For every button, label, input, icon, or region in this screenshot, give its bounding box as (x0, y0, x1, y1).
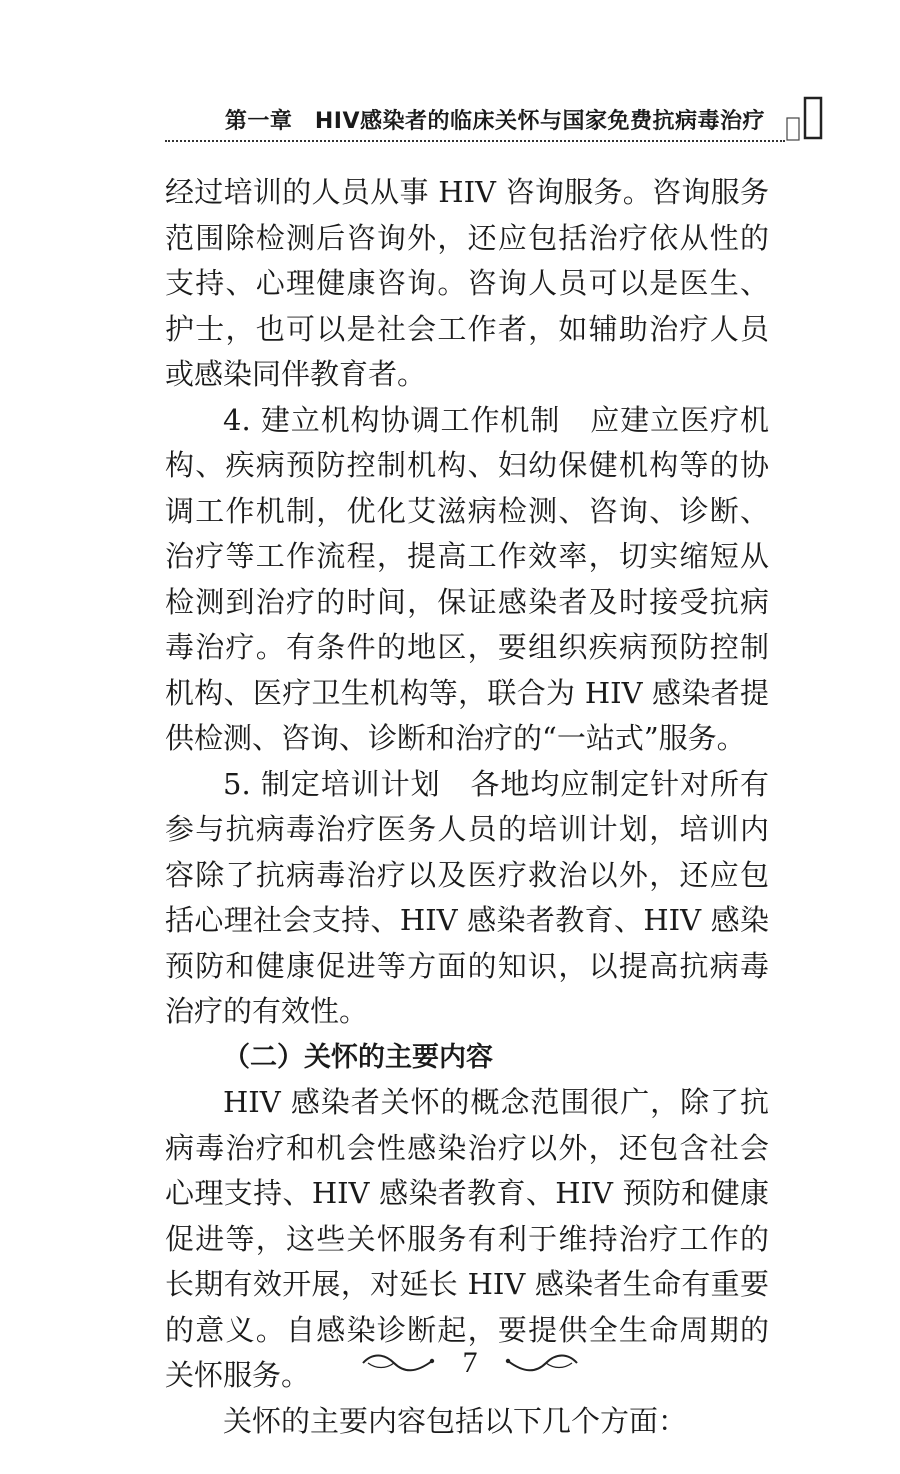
page-footer (360, 1338, 580, 1388)
corner-bracket-icon (785, 96, 825, 146)
running-header (165, 100, 785, 142)
page-body (165, 170, 769, 1444)
paragraph-coordination: 4. 建立机构协调工作机制 应建立医疗机构、疾病预防控制机构、妇幼保健机构等的协调工作机制，优化艾滋病检测、咨询、诊断、治疗等工作流程，提高工作效率，切实缩短从检测到治疗的时间，保证感染者及时接受抗病毒治疗。有条件的地区，要组织疾病预防控制机构、医疗卫生机构等，联合为 HIV 感染者提供检测、咨询、诊断和治疗的“一站式”服务。 (165, 402, 769, 755)
header-dotted-rule (165, 140, 785, 142)
paragraph-care-list-intro: 关怀的主要内容包括以下几个方面： (223, 1403, 688, 1438)
right-flourish-icon (505, 1351, 580, 1375)
section-subheading: （二）关怀的主要内容 (223, 1041, 493, 1073)
chapter-title: 第一章 HIV感染者的临床关怀与国家免费抗病毒治疗 (224, 109, 765, 134)
paragraph-training-plan: 5. 制定培训计划 各地均应制定针对所有参与抗病毒治疗医务人员的培训计划，培训内容除了抗病毒治疗以及医疗救治以外，还应包括心理社会支持、HIV 感染者教育、HIV 感染预防和健康促进等方面的知识，以提高抗病毒治疗的有效性。 (165, 766, 769, 1028)
left-flourish-icon (360, 1351, 435, 1375)
paragraph-care-scope: HIV 感染者关怀的概念范围很广，除了抗病毒治疗和机会性感染治疗以外，还包含社会心理支持、HIV 感染者教育、HIV 预防和健康促进等，这些关怀服务有利于维持治疗工作的长期有效开展，对延长 HIV 感染者生命有重要的意义。自感染诊断起，要提供全生命周期的关怀服务。 (165, 1085, 769, 1392)
page-number: 7 (462, 1346, 478, 1379)
paragraph-continued: 经过培训的人员从事 HIV 咨询服务。咨询服务范围除检测后咨询外，还应包括治疗依从性的支持、心理健康咨询。咨询人员可以是医生、护士，也可以是社会工作者，如辅助治疗人员或感染同伴教育者。 (165, 175, 769, 391)
